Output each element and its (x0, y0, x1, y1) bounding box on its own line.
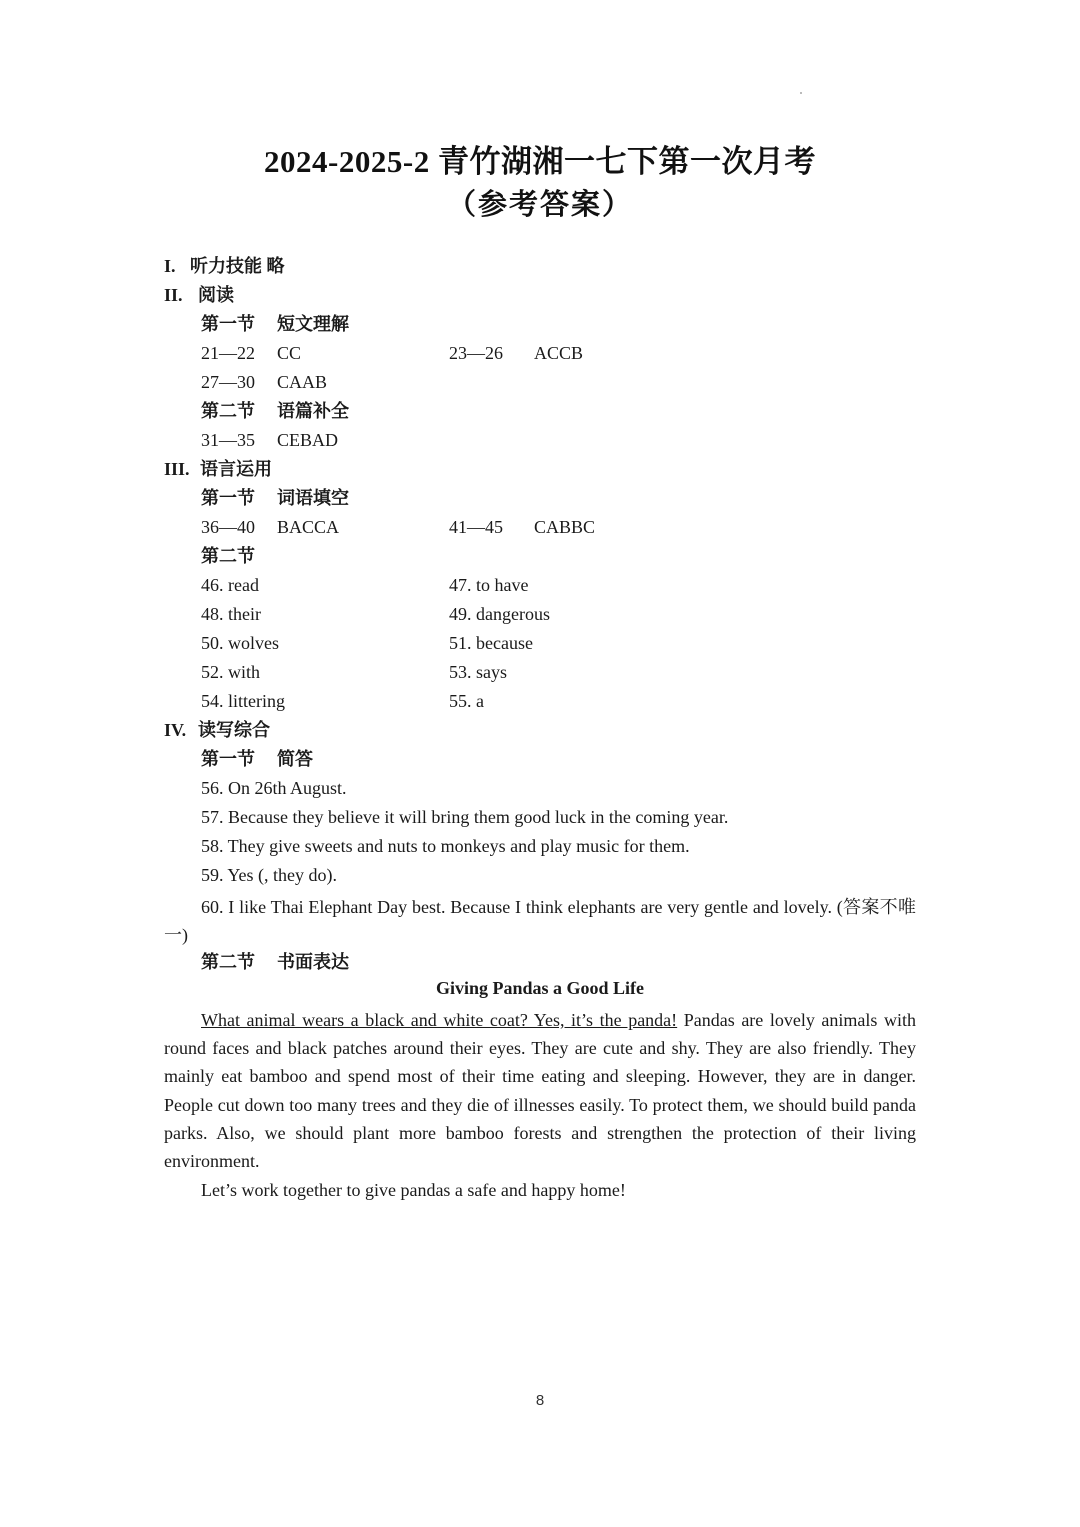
section-3-part-1-name: 词语填空 (277, 488, 349, 508)
section-4-number: IV. (164, 720, 187, 740)
fill-answer: 54. littering (201, 691, 285, 711)
section-1-note: 略 (266, 256, 285, 276)
short-answer: 56. On 26th August. (201, 778, 347, 798)
answer-value: BACCA (277, 517, 340, 537)
section-4-part-2-name: 书面表达 (277, 952, 349, 972)
fill-answer: 52. with (201, 662, 261, 682)
essay-body: Pandas are lovely animals with round faces and black patches around their eyes. They are cute and shy. They are also friendly. They mainly eat bamboo and spend most of their time eating and sleeping. However, they are in danger. People cut down too many trees and they die of illnesses easily. To protect them, we should build panda parks. Also, we should plant more bamboo forests and strengthen the protection of their living environment. (164, 1010, 916, 1172)
page-subtitle: （参考答案） (446, 189, 633, 221)
answer-value: CC (277, 343, 302, 363)
fill-answer: 48. their (201, 604, 261, 624)
section-1-name: 听力技能 (190, 256, 262, 276)
section-2-name: 阅读 (198, 285, 234, 305)
section-2-number: II. (164, 285, 183, 305)
answer-value: CEBAD (277, 430, 339, 450)
short-answer: 58. They give sweets and nuts to monkeys and play music for them. (201, 836, 690, 856)
fill-answer: 55. a (449, 691, 484, 711)
section-4-part-1-label: 第一节 (201, 749, 255, 769)
short-answer: 60. I like Thai Elephant Day best. Because I think elephants are very gentle and lovely. (答案不唯一) (164, 897, 916, 946)
fill-answer: 53. says (449, 662, 507, 682)
answer-range: 36—40 (201, 517, 255, 537)
section-3-number: III. (164, 459, 190, 479)
short-answer: 59. Yes (, they do). (201, 865, 338, 885)
section-2-part-1-name: 短文理解 (277, 314, 349, 334)
fill-answer: 47. to have (449, 575, 529, 595)
section-2-part-2-label: 第二节 (201, 401, 255, 421)
section-1-title (190, 255, 285, 277)
section-3-part-1-label: 第一节 (201, 488, 255, 508)
essay-title: Giving Pandas a Good Life (435, 978, 645, 998)
fill-answer: 50. wolves (201, 633, 279, 653)
essay-paragraph (164, 1006, 916, 1175)
section-2-part-2-name: 语篇补全 (277, 401, 349, 421)
essay-closing: Let’s work together to give pandas a safe and happy home! (201, 1180, 626, 1200)
section-1-number: I. (164, 256, 176, 276)
section-4-part-1-name: 简答 (277, 749, 313, 769)
scan-speck (800, 92, 802, 94)
answer-range: 41—45 (449, 517, 503, 537)
page-title: 2024-2025-2 青竹湖湘一七下第一次月考 (264, 144, 816, 179)
answer-value: CAAB (277, 372, 328, 392)
section-4-part-2-label: 第二节 (201, 952, 255, 972)
short-answer: 57. Because they believe it will bring them good luck in the coming year. (201, 807, 729, 827)
section-2-part-1-label: 第一节 (201, 314, 255, 334)
section-3-name: 语言运用 (200, 459, 272, 479)
page-number: 8 (535, 1392, 545, 1409)
answer-range: 31—35 (201, 430, 255, 450)
answer-value: CABBC (534, 517, 596, 537)
fill-answer: 49. dangerous (449, 604, 550, 624)
answer-range: 21—22 (201, 343, 255, 363)
essay-opening: What animal wears a black and white coat? Yes, it’s the panda! (201, 1010, 678, 1030)
section-4-name: 读写综合 (198, 720, 270, 740)
answer-range: 23—26 (449, 343, 503, 363)
fill-answer: 46. read (201, 575, 259, 595)
section-3-part-2-label: 第二节 (201, 546, 255, 566)
answer-range: 27—30 (201, 372, 255, 392)
answer-value: ACCB (534, 343, 584, 363)
fill-answer: 51. because (449, 633, 533, 653)
